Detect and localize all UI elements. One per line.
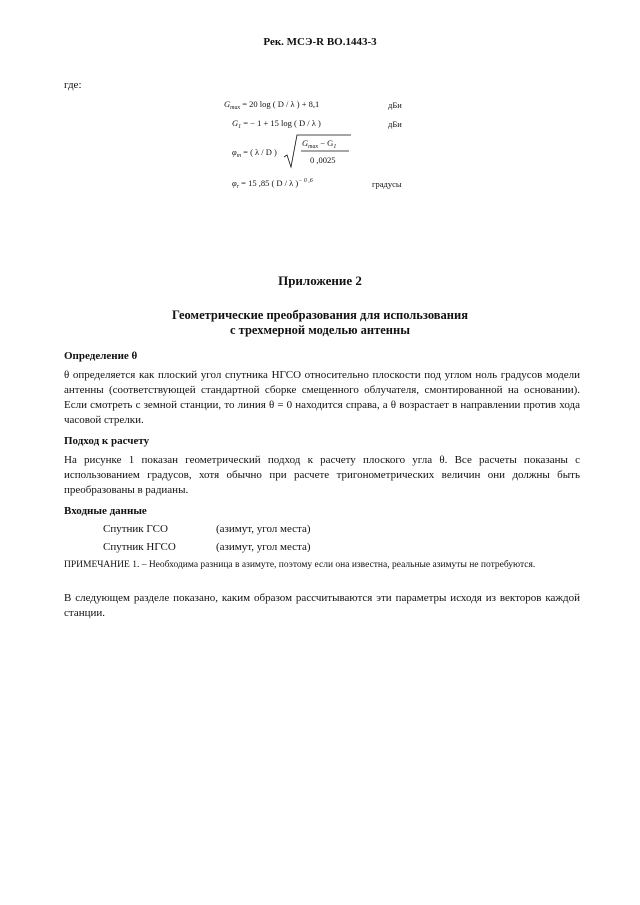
where-label: где: <box>64 79 82 91</box>
annex-title: Приложение 2 <box>278 273 362 288</box>
page-header: Рек. МСЭ-R BO.1443-3 <box>263 36 377 48</box>
input-heading: Входные данные <box>64 505 147 517</box>
formula-phi-r-unit: градусы <box>372 179 402 189</box>
definition-heading: Определение θ <box>64 350 138 362</box>
formula-gmax: $G_{max} = 20$ log ( D / λ ) + 8,1 <box>224 99 320 111</box>
input-value-gso: (азимут, угол места) <box>216 523 311 535</box>
section-title-line1: Геометрические преобразования для использования <box>172 308 468 322</box>
input-value-ngso: (азимут, угол места) <box>216 541 311 553</box>
formula-g1: $G_1$ = − 1 + 15 log ( D / λ ) <box>232 118 321 130</box>
formula-g1-unit: дБи <box>388 119 402 129</box>
formula-phi-m-denominator: 0 ,0025 <box>310 155 336 165</box>
formula-phi-m-numerator: $G_{max} - G_1$ <box>302 138 337 150</box>
input-name-ngso: Спутник НГСО <box>103 541 176 553</box>
input-name-gso: Спутник ГСО <box>103 523 168 535</box>
approach-paragraph: На рисунке 1 показан геометрический подход к расчету плоского угла θ. Все расчеты показаны с использованием градусов, хотя обычно при расчете тригонометрических величин они должны быть преобразованы в радианы. <box>64 454 580 496</box>
definition-paragraph: θ определяется как плоский угол спутника НГСО относительно плоскости под углом ноль градусов модели антенны (соответствующей стандартной сборке смещенного облучателя, смонтированной на основании). Если смотреть с земной станции, то линия θ = 0 находится справа, а θ возрастает в направлении против хода часовой стрелки. <box>64 369 580 426</box>
note-1: ПРИМЕЧАНИЕ 1. – Необходима разница в азимуте, поэтому если она известна, реальные азимуты не потребуются. <box>64 560 536 570</box>
section-title-line2: с трехмерной моделью антенны <box>230 323 410 337</box>
formula-gmax-unit: дБи <box>388 100 402 110</box>
final-paragraph: В следующем разделе показано, каким образом рассчитываются эти параметры исходя из векторов каждой станции. <box>64 592 580 619</box>
approach-heading: Подход к расчету <box>64 435 150 447</box>
formula-phi-r: $\varphi_r = 15$ ,85 ( D / λ )$^{- 0 ,6}$ <box>232 178 313 190</box>
formula-phi-m: $\varphi_m$ = ( λ / D ) <box>232 147 277 159</box>
